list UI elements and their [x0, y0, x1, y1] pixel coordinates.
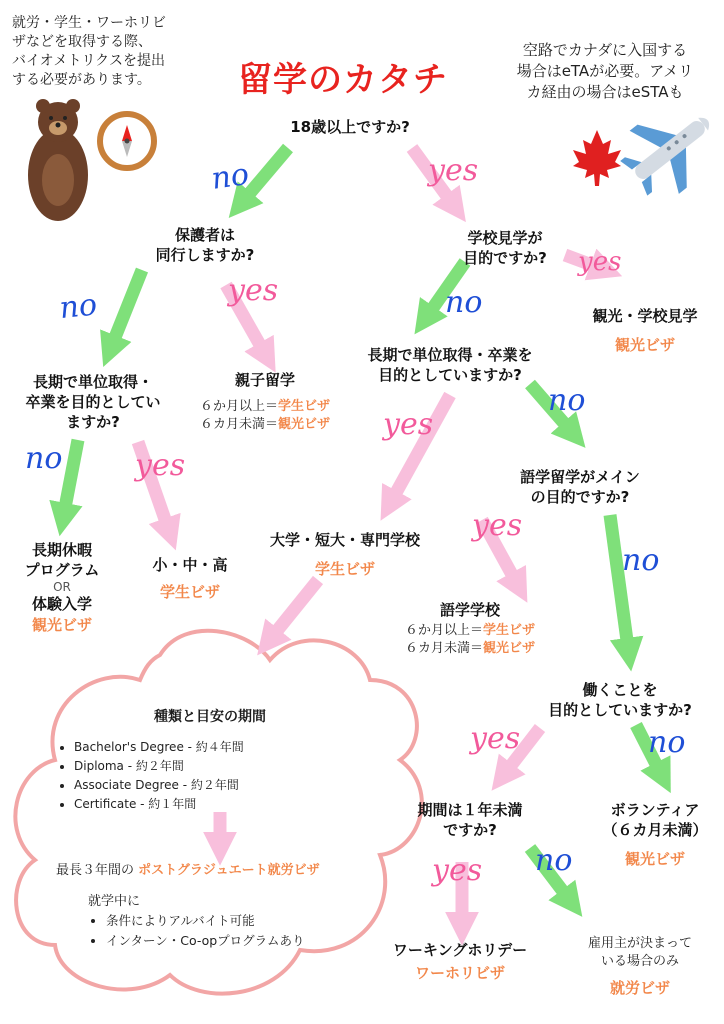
no-label: no	[445, 285, 483, 320]
result-label: ワーキングホリデー	[392, 941, 528, 959]
no-label: no	[535, 843, 573, 878]
question-line: 卒業を目的としてい	[25, 393, 161, 411]
question-language	[500, 467, 660, 507]
no-arrow	[244, 148, 288, 200]
note-line: 就労・学生・ワーホリビ	[12, 15, 166, 31]
result-label: 体験入学	[31, 595, 92, 613]
question-line: 期間は１年未満	[417, 801, 523, 819]
program-list	[56, 738, 356, 814]
visa-label: 観光ビザ	[624, 850, 685, 868]
no-label: no	[648, 725, 686, 760]
question-guardian	[130, 225, 280, 265]
no-arrow	[112, 270, 142, 345]
question-line: 目的としていますか?	[548, 701, 692, 719]
cloud-heading: 種類と目安の期間	[154, 709, 266, 725]
result-label: 観光・学校見学	[592, 307, 698, 325]
result-label: 大学・短大・専門学校	[269, 531, 420, 549]
result-working-holiday	[375, 940, 545, 983]
result-label: 語学学校	[439, 601, 500, 619]
pgwp-text: 最長３年間の	[56, 863, 135, 878]
visa-label: 学生ビザ	[483, 623, 536, 638]
visa-label: 観光ビザ	[31, 616, 92, 634]
eta-note	[500, 40, 710, 103]
list-item: • Associate Degree - 約２年間	[74, 776, 356, 795]
question-line: の目的ですか?	[530, 488, 630, 506]
duration-text: ６か月以上＝	[404, 623, 483, 638]
question-duration	[400, 800, 540, 840]
note-line: ザなどを取得する際、	[12, 34, 152, 50]
visa-label: 学生ビザ	[278, 399, 331, 414]
yes-label: yes	[472, 508, 523, 543]
note-line: バイオメトリクスを提出	[12, 53, 166, 69]
result-volunteer	[595, 800, 715, 869]
during-heading: 就学中に	[88, 894, 141, 909]
visa-label: 観光ビザ	[614, 336, 675, 354]
question-line: 語学留学がメイン	[520, 468, 640, 486]
question-line: ですか?	[443, 821, 497, 839]
result-school	[135, 555, 245, 602]
result-label: 親子留学	[234, 371, 295, 389]
visa-label: 就労ビザ	[609, 979, 670, 997]
question-line: 長期で単位取得・卒業を	[367, 346, 533, 364]
no-arrow	[610, 515, 628, 648]
bear-icon	[28, 99, 88, 221]
visa-label: 学生ビザ	[159, 583, 220, 601]
duration-line	[385, 622, 555, 640]
yes-label: yes	[578, 247, 622, 277]
list-item: • Certificate - 約１年間	[74, 795, 356, 814]
result-label: ボランティア	[610, 801, 700, 819]
question-line: 同行しますか?	[155, 246, 255, 264]
visa-label: ポストグラジュエート就労ビザ	[138, 863, 320, 878]
duration-line	[185, 398, 345, 416]
no-label: no	[548, 383, 586, 418]
compass-icon	[100, 114, 154, 168]
question-degree-adult	[350, 345, 550, 385]
no-label: no	[25, 441, 63, 476]
result-parent-child	[185, 370, 345, 434]
question-age: 18歳以上ですか?	[290, 118, 410, 136]
yes-label: yes	[428, 153, 479, 188]
result-label: プログラム	[24, 561, 100, 579]
result-label: 小・中・高	[152, 556, 228, 574]
question-work	[535, 680, 705, 720]
list-item: • 条件によりアルバイト可能	[106, 911, 368, 931]
list-item: • インターン・Co-opプログラムあり	[106, 931, 368, 951]
question-line: ますか?	[66, 413, 120, 431]
no-arrow	[64, 440, 78, 513]
question-line: 保護者は	[174, 226, 235, 244]
question-line: 目的ですか?	[463, 249, 547, 267]
note-line: 空路でカナダに入国する	[522, 41, 688, 59]
yes-label: yes	[432, 853, 483, 888]
result-note: いる場合のみ	[600, 954, 679, 969]
visa-label: 観光ビザ	[278, 417, 331, 432]
or-label: OR	[53, 580, 71, 594]
question-degree-minor	[8, 372, 178, 432]
note-line: 場合はeTAが必要。アメリ	[516, 62, 694, 80]
result-long-holiday	[12, 540, 112, 635]
note-line: する必要があります。	[12, 72, 151, 88]
result-college	[245, 530, 445, 579]
page-title: 留学のカタチ	[238, 60, 448, 100]
question-line: 働くことを	[582, 681, 658, 699]
question-line: 学校見学が	[467, 229, 543, 247]
list-item: • Bachelor's Degree - 約４年間	[74, 738, 356, 757]
yes-label: yes	[470, 721, 521, 756]
question-line: 目的としていますか?	[378, 366, 522, 384]
result-label: 長期休暇	[31, 541, 92, 559]
during-study	[88, 893, 368, 951]
cloud-title	[110, 706, 310, 726]
yes-arrow	[272, 580, 318, 637]
maple-leaf-icon	[573, 130, 621, 186]
no-label: no	[622, 543, 660, 578]
no-label: no	[209, 156, 252, 197]
result-label: （６カ月未満）	[602, 821, 708, 839]
visa-label: ワーホリビザ	[414, 964, 505, 982]
no-label: no	[57, 287, 99, 327]
question-line: 長期で単位取得・	[32, 373, 153, 391]
question-school-visit	[440, 228, 570, 268]
yes-label: yes	[228, 273, 279, 308]
biometrics-note	[12, 14, 202, 90]
duration-line	[185, 416, 345, 434]
visa-label: 観光ビザ	[483, 641, 536, 656]
duration-line	[385, 640, 555, 658]
yes-label: yes	[383, 407, 434, 442]
result-note: 雇用主が決まって	[587, 936, 692, 951]
result-tour	[575, 306, 715, 355]
yes-label: yes	[135, 448, 186, 483]
duration-text: ６カ月未満＝	[404, 641, 483, 656]
duration-text: ６カ月未満＝	[199, 417, 278, 432]
visa-label: 学生ビザ	[314, 560, 375, 578]
list-item: • Diploma - 約２年間	[74, 757, 356, 776]
airplane-icon	[609, 89, 724, 210]
result-language-school	[385, 600, 555, 658]
note-line: カ経由の場合はeSTAも	[526, 83, 684, 101]
pgwp-line	[56, 862, 376, 880]
duration-text: ６か月以上＝	[199, 399, 278, 414]
result-employer	[575, 935, 705, 998]
